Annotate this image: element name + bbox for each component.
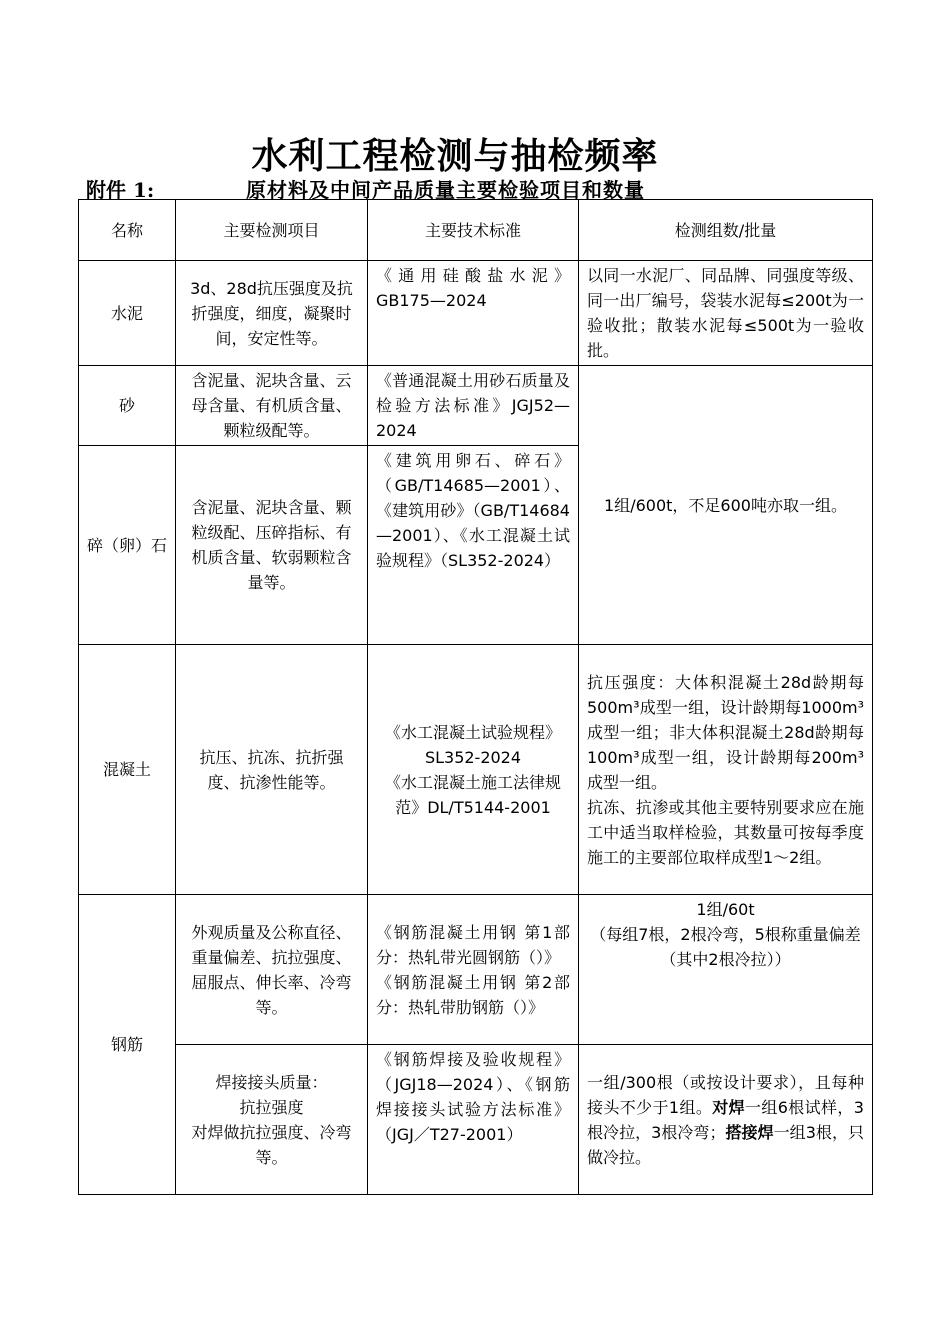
concrete-standard <box>368 645 579 895</box>
sand-items: 含泥量、泥块含量、云母含量、有机质含量、颗粒级配等。 <box>176 366 368 446</box>
weld-standard: 《钢筋焊接及验收规程》（JGJ18—2024）、《钢筋焊接接头试验方法标准》（JGJ／T27-2001） <box>368 1045 579 1195</box>
header-row <box>79 200 873 261</box>
table-row-cement <box>79 261 873 366</box>
table-row-rebar <box>79 895 873 1045</box>
weld-items-3: 对焊做抗拉强度、冷弯等。 <box>191 1122 352 1167</box>
rebar-standard-1: 《钢筋混凝土用钢 第1部分：热轧带光圆钢筋（）》 <box>376 922 570 967</box>
rebar-batch-2: （每组7根，2根冷弯，5根称重量偏差（其中2根冷拉）） <box>590 925 861 969</box>
rebar-items: 外观质量及公称直径、重量偏差、抗拉强度、屈服点、伸长率、冷弯等。 <box>176 895 368 1045</box>
cement-batch: 以同一水泥厂、同品牌、同强度等级、同一出厂编号，袋装水泥每≤200t为一验收批；散装水泥每≤500t为一验收批。 <box>579 261 873 366</box>
concrete-name: 混凝土 <box>79 645 176 895</box>
weld-items-2: 抗拉强度 <box>239 1097 304 1117</box>
sand-standard: 《普通混凝土用砂石质量及检验方法标准》JGJ52—2024 <box>368 366 579 446</box>
concrete-batch-2: 抗冻、抗渗或其他主要特别要求应在施工中适当取样检验，其数量可按每季度施工的主要部位取样成型1～2组。 <box>587 797 864 867</box>
weld-batch-e: 一组3根，只做冷拉。 <box>587 1122 864 1167</box>
rebar-batch <box>579 895 873 1045</box>
concrete-items: 抗压、抗冻、抗折强度、抗渗性能等。 <box>176 645 368 895</box>
header-items: 主要检测项目 <box>176 200 368 261</box>
weld-items-1: 焊接接头质量： <box>215 1072 328 1092</box>
header-name: 名称 <box>79 200 176 261</box>
aggregate-batch: 1组/600t，不足600吨亦取一组。 <box>579 366 873 645</box>
concrete-standard-2: 《水工混凝土施工法律规范》DL/T5144-2001 <box>384 772 561 817</box>
gravel-items: 含泥量、泥块含量、颗粒级配、压碎指标、有机质含量、软弱颗粒含量等。 <box>176 446 368 645</box>
table-row-sand <box>79 366 873 446</box>
weld-batch-a: 一组/300根（或按设计要求），且每种接头不少于1组。 <box>587 1072 864 1117</box>
concrete-batch <box>579 645 873 895</box>
gravel-standard: 《建筑用卵石、碎石》（GB/T14685—2001）、《建筑用砂》（GB/T14684—2001）、《水工混凝土试验规程》（SL352-2024） <box>368 446 579 645</box>
weld-batch-c: 一组6根试样，3根冷拉，3根冷弯； <box>587 1097 864 1142</box>
cement-name: 水泥 <box>79 261 176 366</box>
concrete-batch-1: 抗压强度：大体积混凝土28d龄期每500m³成型一组，设计龄期每1000m³成型一组；非大体积混凝土28d龄期每100m³成型一组，设计龄期每200m³成型一组。 <box>587 672 864 792</box>
concrete-standard-1: 《水工混凝土试验规程》SL352-2024 <box>384 722 561 767</box>
rebar-name: 钢筋 <box>79 895 176 1195</box>
rebar-batch-1: 1组/60t <box>696 900 755 919</box>
table-row-concrete <box>79 645 873 895</box>
header-batch: 检测组数/批量 <box>579 200 873 261</box>
cement-standard: 《通用硅酸盐水泥》GB175—2024 <box>368 261 579 366</box>
weld-batch-butt: 对焊 <box>712 1097 745 1117</box>
weld-batch <box>579 1045 873 1195</box>
rebar-standard-2: 《钢筋混凝土用钢 第2部分：热轧带肋钢筋（）》 <box>376 972 570 1017</box>
cement-items: 3d、28d抗压强度及抗折强度，细度，凝聚时间，安定性等。 <box>176 261 368 366</box>
sand-name: 砂 <box>79 366 176 446</box>
page-title: 水利工程检测与抽检频率 <box>251 136 659 177</box>
attachment-label: 附件 1: <box>86 178 155 202</box>
gravel-name: 碎（卵）石 <box>79 446 176 645</box>
table-row-weld <box>79 1045 873 1195</box>
header-standard: 主要技术标准 <box>368 200 579 261</box>
rebar-standard <box>368 895 579 1045</box>
inspection-table <box>78 199 873 1195</box>
table-subtitle: 原材料及中间产品质量主要检验项目和数量 <box>246 178 645 202</box>
weld-items <box>176 1045 368 1195</box>
weld-batch-lap: 搭接焊 <box>725 1122 774 1142</box>
